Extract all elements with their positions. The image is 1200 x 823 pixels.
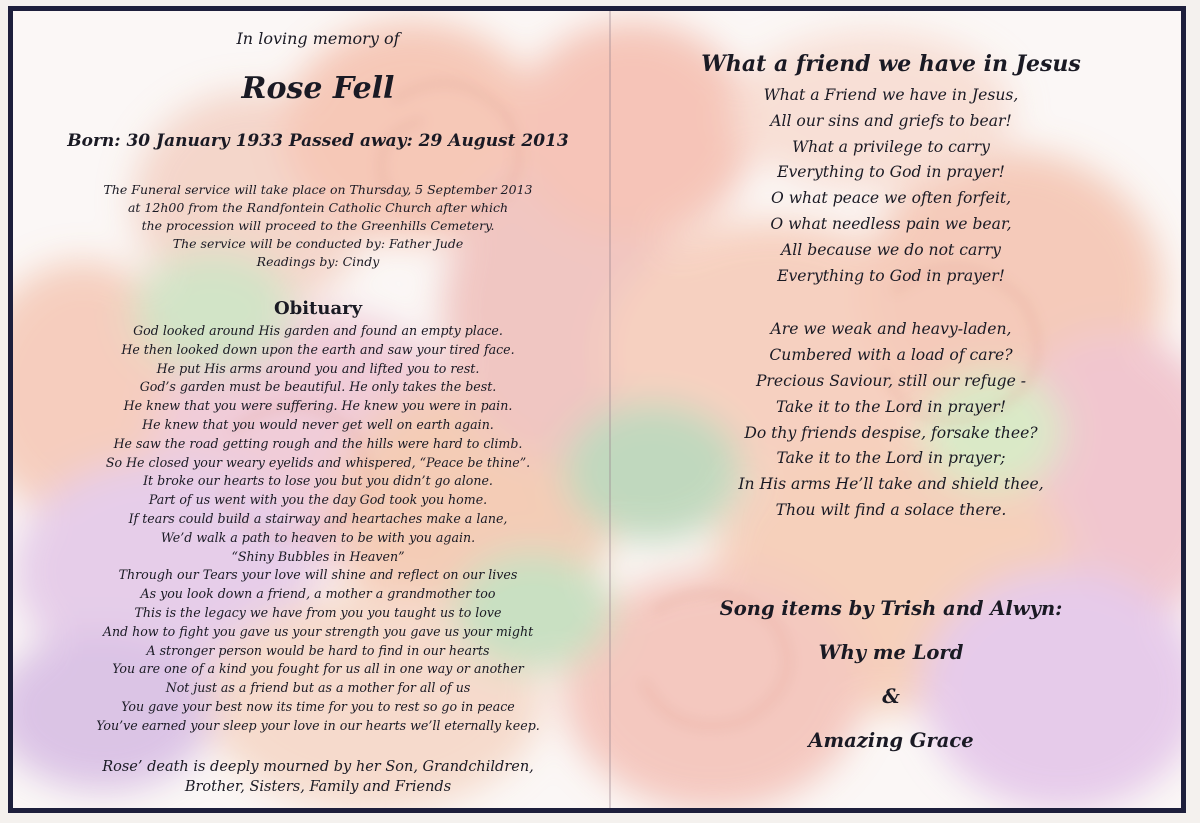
hymn-line: Everything to God in prayer!	[777, 163, 1005, 182]
verse-gap	[621, 289, 1161, 317]
poem-line: You’ve earned your sleep your love in our hearts we’ll eternally keep.	[96, 717, 540, 733]
hymn-line: Everything to God in prayer!	[777, 266, 1005, 285]
funeral-details	[33, 181, 603, 271]
hymn-line: O what peace we often forfeit,	[770, 189, 1012, 208]
poem-line: So He closed your weary eyelids and whispered, “Peace be thine”.	[105, 454, 531, 470]
poem-line: If tears could build a stairway and heartaches make a lane,	[128, 510, 508, 526]
poem-line: You are one of a kind you fought for us all in one way or another	[112, 661, 524, 677]
hymn-line: Do thy friends despise, forsake thee?	[744, 423, 1038, 442]
poem-line: And how to fight you gave us your strength you gave us your might	[102, 623, 534, 639]
obituary-poem	[33, 322, 603, 736]
hymn-line: O what needless pain we bear,	[770, 214, 1012, 233]
hymn-line: Take it to the Lord in prayer!	[775, 397, 1007, 416]
hymn-title: What a friend we have in Jesus	[701, 51, 1081, 77]
hymn-line: Thou wilt find a solace there.	[775, 500, 1007, 519]
poem-line: We’d walk a path to heaven to be with you again.	[160, 529, 476, 545]
ampersand: &	[882, 685, 900, 708]
song-title: Why me Lord	[818, 641, 964, 664]
obituary-title: Obituary	[273, 298, 363, 319]
poem-line: He saw the road getting rough and the hills were hard to climb.	[113, 435, 523, 451]
song-items	[621, 587, 1161, 763]
mourn-line: Rose’ death is deeply mourned by her Son, Grandchildren,	[102, 759, 534, 775]
hymn-lyrics	[621, 83, 1161, 524]
hymn-line: All our sins and griefs to bear!	[770, 111, 1012, 130]
hymn-line: What a privilege to carry	[792, 137, 990, 156]
mourned-by	[33, 757, 603, 797]
poem-line: You gave your best now its time for you to rest so go in peace	[121, 698, 515, 714]
funeral-line: at 12h00 from the Randfontein Catholic Church after which	[127, 200, 509, 215]
poem-line: It broke our hearts to lose you but you didn’t go alone.	[143, 473, 493, 489]
poem-line: He knew that you were suffering. He knew you were in pain.	[123, 398, 513, 414]
hymn-line: Take it to the Lord in prayer;	[776, 449, 1006, 468]
funeral-line: Readings by: Cindy	[256, 254, 380, 269]
poem-line: Part of us went with you the day God took you home.	[148, 492, 488, 508]
hymn-line: Precious Saviour, still our refuge -	[755, 371, 1027, 390]
songs-heading: Song items by Trish and Alwyn:	[719, 597, 1063, 620]
deceased-name: Rose Fell	[241, 71, 395, 106]
poem-line: Through our Tears your love will shine and reflect on our lives	[118, 567, 518, 583]
poem-line: A stronger person would be hard to find in our hearts	[146, 642, 490, 658]
hymn-line: In His arms He’ll take and shield thee,	[738, 475, 1044, 494]
poem-line: He then looked down upon the earth and saw your tired face.	[121, 341, 515, 357]
fold-line	[609, 11, 611, 808]
poem-line: He knew that you would never get well on earth again.	[142, 416, 494, 432]
hymn-line: What a Friend we have in Jesus,	[763, 86, 1019, 104]
hymn-line: All because we do not carry	[781, 240, 1001, 259]
poem-line: This is the legacy we have from you you taught us to love	[134, 604, 502, 620]
poem-line: As you look down a friend, a mother a grandmother too	[140, 586, 496, 602]
poem-line: God’s garden must be beautiful. He only takes the best.	[139, 379, 497, 395]
mourn-line: Brother, Sisters, Family and Friends	[184, 779, 452, 795]
hymn-line: Cumbered with a load of care?	[769, 346, 1013, 365]
memory-heading: In loving memory of	[236, 29, 400, 48]
funeral-line: The service will be conducted by: Father Jude	[172, 236, 464, 251]
memorial-card	[8, 6, 1186, 813]
poem-line: He put His arms around you and lifted you to rest.	[156, 360, 480, 376]
poem-line: “Shiny Bubbles in Heaven”	[231, 548, 405, 564]
funeral-line: The Funeral service will take place on Thursday, 5 September 2013	[103, 182, 533, 197]
poem-line: Not just as a friend but as a mother for all of us	[165, 680, 471, 696]
funeral-line: the procession will proceed to the Greenhills Cemetery.	[141, 218, 495, 233]
poem-line: God looked around His garden and found an empty place.	[133, 323, 503, 338]
hymn-line: Are we weak and heavy-laden,	[770, 320, 1012, 339]
song-title: Amazing Grace	[808, 729, 974, 752]
life-dates: Born: 30 January 1933 Passed away: 29 August 2013	[67, 131, 569, 151]
